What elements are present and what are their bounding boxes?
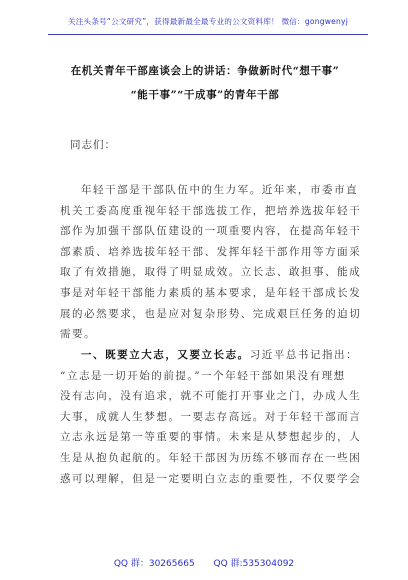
paragraph-line: 惑可以理解，但是一定要明白立志的重要性，不仅要学会 (60, 472, 362, 485)
paragraph-line: 展的必然要求，也是应对复杂形势、完成艰巨任务的迫切 (60, 307, 362, 320)
paragraph-line: “立志是一切开始的前提。”一个年轻干部如果没有理想 (60, 369, 346, 382)
paragraph-line: 部作为加强干部队伍建设的一项重要内容，在提高年轻干 (60, 225, 362, 238)
section-lead: 习近平总书记指出： (249, 349, 359, 361)
section-heading-line (60, 345, 359, 366)
paragraph-1 (60, 180, 362, 345)
paragraph-line: 年轻干部是干部队伍中的生力军。近年来，市委市直 (81, 184, 359, 196)
document-title-line-1: 在机关青年干部座谈会上的讲话：争做新时代“想干事” (70, 65, 340, 77)
header-banner-text: 关注头条号“公文研究”，获得最新最全最专业的公文资料库！ 微信：gongwenyj (67, 17, 349, 26)
paragraph-line: 需要。 (60, 328, 97, 341)
footer-qq-group-1: QQ 群：30265665 (113, 559, 195, 569)
paragraph-line: 取了有效措施，取得了明显成效。立长志、敢担事、能成 (60, 266, 362, 279)
paragraph-line: 没有志向，没有追求，就不可能打开事业之门，办成人生 (60, 390, 362, 403)
header-banner (48, 14, 368, 35)
salutation: 同志们： (70, 139, 116, 151)
footer-qq-group-2: QQ 群:535304092 (213, 559, 295, 569)
paragraph-line: 事是对年轻干部能力素质的基本要求，是年轻干部成长发 (60, 286, 362, 299)
paragraph-line: 部素质、培养选拔年轻干部、发挥年轻干部作用等方面采 (60, 245, 362, 258)
paragraph-line: 机关工委高度重视年轻干部选拔工作，把培养选拔年轻干 (60, 204, 362, 217)
paragraph-line: 生是从抱负起航的。年轻干部因为历练不够而存在一些困 (60, 451, 362, 464)
document-title-line-2: “能干事”“干成事”的青年干部 (130, 89, 280, 101)
paragraph-line: 大事，成就人生梦想。一要志存高远。对于年轻干部而言 (60, 410, 362, 423)
paragraph-line: 立志永远是第一等重要的事情。未来是从梦想起步的，人 (60, 431, 362, 444)
paragraph-2 (60, 345, 362, 489)
footer (0, 556, 408, 569)
section-heading: 一、既要立大志，又要立长志。 (81, 349, 250, 361)
